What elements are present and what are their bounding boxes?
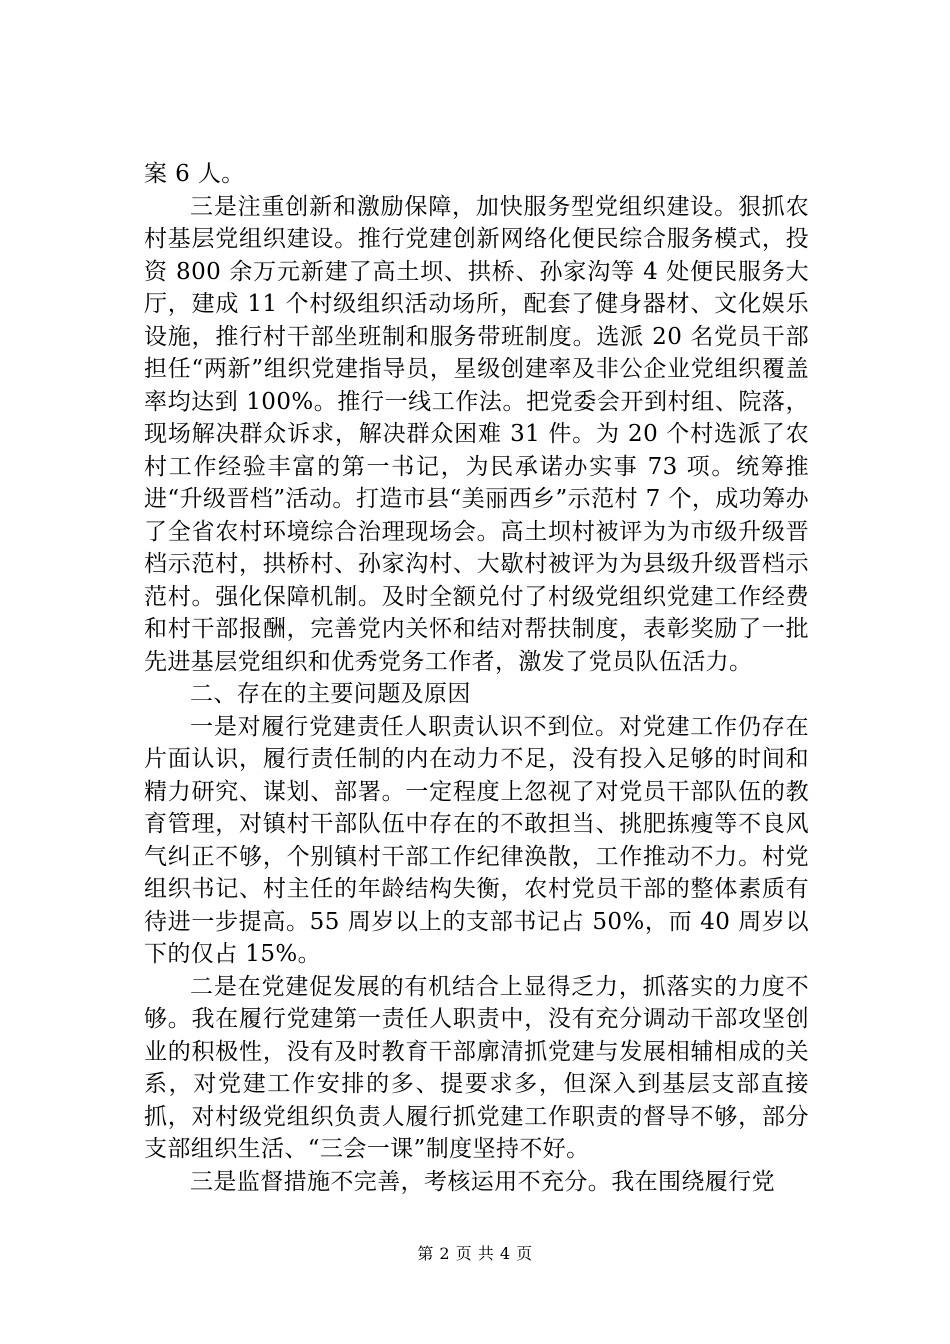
paragraph-3: 一是对履行党建责任人职责认识不到位。对党建工作仍存在片面认识，履行责任制的内在动力不足，没有投入足够的时间和精力研究、谋划、部署。一定程度上忽视了对党员干部队伍的教育管理，对镇村干部队伍中存在的不敢担当、挑肥拣瘦等不良风气纠正不够，个别镇村干部工作纪律涣散，工作推动不力。村党组织书记、村主任的年龄结构失衡，农村党员干部的整体素质有待进一步提高。55 周岁以上的支部书记占 50%，而 40 周岁以下的仅占 15%。 (144, 713, 809, 967)
paragraph-4: 二是在党建促发展的有机结合上显得乏力，抓落实的力度不够。我在履行党建第一责任人职责中，没有充分调动干部攻坚创业的积极性，没有及时教育干部廓清抓党建与发展相辅相成的关系，对党建工作安排的多、提要求多，但深入到基层支部直接抓，对村级党组织负责人履行抓党建工作职责的督导不够，部分支部组织生活、“三会一课”制度坚持不好。 (144, 973, 809, 1162)
document-body (144, 158, 809, 1198)
paragraph-2: 三是注重创新和激励保障，加快服务型党组织建设。狠抓农村基层党组织建设。推行党建创新网络化便民综合服务模式，投资 800 余万元新建了高土坝、拱桥、孙家沟等 4 处便民服务大厅，建成 11 个村级组织活动场所，配套了健身器材、文化娱乐设施，推行村干部坐班制和服务带班制度。选派 20 名党员干部担任“两新”组织党建指导员，星级创建率及非公企业党组织覆盖率均达到 100%。推行一线工作法。把党委会开到村组、院落，现场解决群众诉求，解决群众困难 31 件。为 20 个村选派了农村工作经验丰富的第一书记，为民承诺办实事 73 项。统筹推进“升级晋档”活动。打造市县“美丽西乡”示范村 7 个，成功筹办了全省农村环境综合治理现场会。高土坝村被评为为市级升级晋档示范村，拱桥村、孙家沟村、大歇村被评为为县级升级晋档示范村。强化保障机制。及时全额兑付了村级党组织党建工作经费和村干部报酬，完善党内关怀和结对帮扶制度，表彰奖励了一批先进基层党组织和优秀党务工作者，激发了党员队伍活力。 (144, 193, 809, 675)
paragraph-1: 案 6 人。 (144, 161, 245, 187)
section-heading: 二、存在的主要问题及原因 (190, 681, 471, 707)
page-number-footer: 第 2 页 共 4 页 (417, 1244, 533, 1263)
paragraph-5: 三是监督措施不完善，考核运用不充分。我在围绕履行党 (190, 1168, 775, 1195)
